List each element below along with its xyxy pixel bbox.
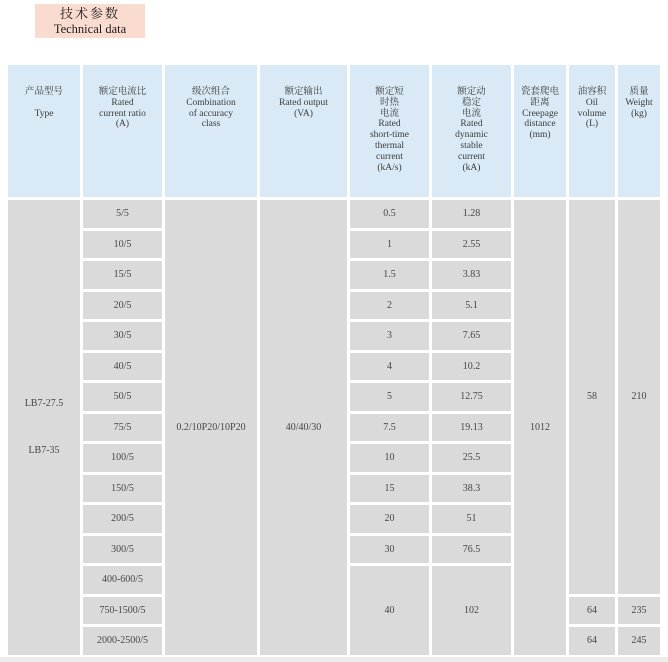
- dynamic-cell: 5.1: [432, 292, 511, 320]
- thermal-cell: 1: [350, 231, 429, 259]
- dynamic-cell: 3.83: [432, 261, 511, 289]
- dynamic-cell: 76.5: [432, 536, 511, 564]
- thermal-cell: 20: [350, 505, 429, 533]
- creepage-cell: 1012: [514, 200, 566, 655]
- thermal-cell: 0.5: [350, 200, 429, 228]
- ratio-cell: 750-1500/5: [83, 597, 162, 625]
- output-cell: 40/40/30: [260, 200, 347, 655]
- ratio-cell: 50/5: [83, 383, 162, 411]
- dynamic-cell: 102: [432, 566, 511, 655]
- creepage-column-header: 瓷套爬电 距离 Creepage distance (mm): [514, 65, 566, 197]
- ratio-cell: 300/5: [83, 536, 162, 564]
- table-header: [8, 65, 660, 197]
- ratio-cell: 200/5: [83, 505, 162, 533]
- type-cell: LB7-27.5 LB7-35: [8, 200, 80, 655]
- ratio-cell: 150/5: [83, 475, 162, 503]
- thermal-cell: 40: [350, 566, 429, 655]
- oil-cell: 58: [569, 200, 615, 594]
- dynamic-cell: 1.28: [432, 200, 511, 228]
- ratio-cell: 100/5: [83, 444, 162, 472]
- technical-data-table: [5, 62, 663, 658]
- table-body: [8, 200, 660, 655]
- title-box: [35, 4, 145, 38]
- ratio-cell: 400-600/5: [83, 566, 162, 594]
- dynamic-cell: 38.3: [432, 475, 511, 503]
- accuracy-column-header: 级次组合 Combination of accuracy class: [165, 65, 257, 197]
- thermal-cell: 4: [350, 353, 429, 381]
- thermal-cell: 2: [350, 292, 429, 320]
- ratio-column-header: 额定电流比 Rated current ratio (A): [83, 65, 162, 197]
- thermal-cell: 15: [350, 475, 429, 503]
- oil-column-header: 油容积 Oil volume (L): [569, 65, 615, 197]
- ratio-cell: 15/5: [83, 261, 162, 289]
- ratio-cell: 5/5: [83, 200, 162, 228]
- ratio-cell: 20/5: [83, 292, 162, 320]
- oil-cell: 64: [569, 627, 615, 655]
- header-row: [8, 65, 660, 197]
- dynamic-cell: 19.13: [432, 414, 511, 442]
- dynamic-cell: 7.65: [432, 322, 511, 350]
- weight-column-header: 质量 Weight (kg): [618, 65, 660, 197]
- weight-cell: 235: [618, 597, 660, 625]
- bottom-edge-bar: [0, 657, 668, 662]
- thermal-cell: 10: [350, 444, 429, 472]
- dynamic-cell: 51: [432, 505, 511, 533]
- weight-cell: 210: [618, 200, 660, 594]
- dynamic-cell: 10.2: [432, 353, 511, 381]
- weight-cell: 245: [618, 627, 660, 655]
- dynamic-cell: 2.55: [432, 231, 511, 259]
- page-title-zh: 技术参数: [59, 5, 120, 21]
- oil-cell: 64: [569, 597, 615, 625]
- thermal-cell: 3: [350, 322, 429, 350]
- thermal-cell: 7.5: [350, 414, 429, 442]
- thermal-cell: 1.5: [350, 261, 429, 289]
- dynamic-cell: 25.5: [432, 444, 511, 472]
- ratio-cell: 40/5: [83, 353, 162, 381]
- ratio-cell: 2000-2500/5: [83, 627, 162, 655]
- ratio-cell: 30/5: [83, 322, 162, 350]
- ratio-cell: 10/5: [83, 231, 162, 259]
- dynamic-cell: 12.75: [432, 383, 511, 411]
- thermal-cell: 5: [350, 383, 429, 411]
- page-title-en: Technical data: [53, 21, 127, 36]
- accuracy-cell: 0.2/10P20/10P20: [165, 200, 257, 655]
- ratio-cell: 75/5: [83, 414, 162, 442]
- type-column-header: 产品型号 Type: [8, 65, 80, 197]
- dynamic-column-header: 额定动 稳定 电流 Rated dynamic stable current (kA): [432, 65, 511, 197]
- thermal-cell: 30: [350, 536, 429, 564]
- output-column-header: 额定输出 Rated output (VA): [260, 65, 347, 197]
- thermal-column-header: 额定短 时热 电流 Rated short-time thermal current (kA/s): [350, 65, 429, 197]
- table-row: [8, 200, 660, 228]
